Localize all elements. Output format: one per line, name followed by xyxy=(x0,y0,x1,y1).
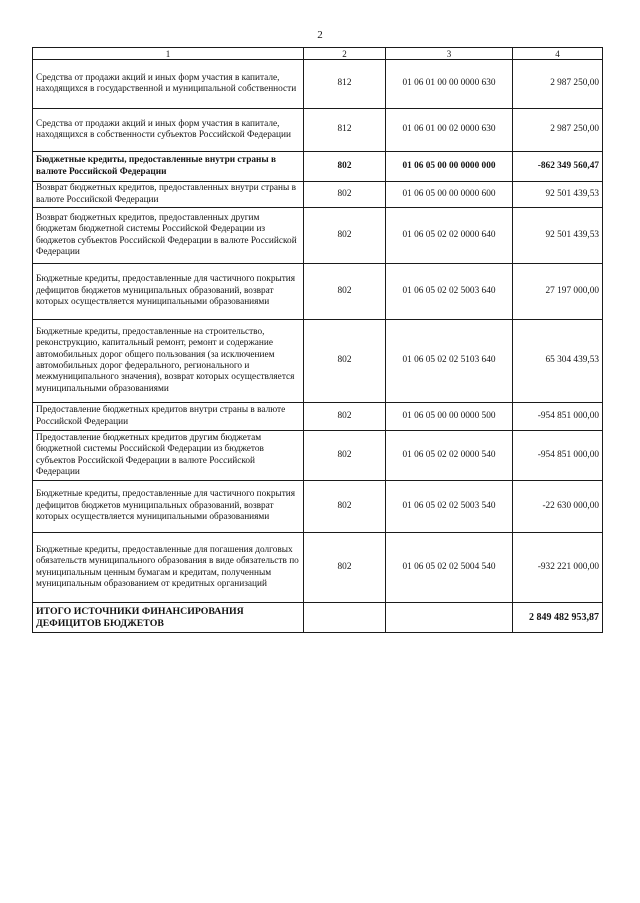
row-description: Средства от продажи акций и иных форм участия в капитале, находящихся в собственности субъектов Российской Федерации xyxy=(33,109,304,152)
row-amount: -22 630 000,00 xyxy=(513,481,603,533)
row-admin-code: 802 xyxy=(304,152,386,182)
row-admin-code: 802 xyxy=(304,182,386,208)
row-budget-code: 01 06 05 02 02 5003 540 xyxy=(386,481,513,533)
row-description: Бюджетные кредиты, предоставленные на строительство, реконструкцию, капитальный ремонт, ремонт и содержание автомобильных дорог общего пользования (за исключением автомобильных дорог федерального, регионального и межмуниципального значения), возврат которых осуществляется муниципальными образованиями xyxy=(33,320,304,403)
total-amount: 2 849 482 953,87 xyxy=(513,603,603,633)
row-budget-code: 01 06 05 02 02 5003 640 xyxy=(386,264,513,320)
row-budget-code: 01 06 05 02 02 0000 640 xyxy=(386,208,513,264)
table-row xyxy=(33,320,603,403)
row-amount: -862 349 560,47 xyxy=(513,152,603,182)
table-header-row xyxy=(33,48,603,60)
row-admin-code: 812 xyxy=(304,60,386,109)
row-admin-code: 802 xyxy=(304,403,386,431)
row-budget-code: 01 06 01 00 00 0000 630 xyxy=(386,60,513,109)
row-admin-code: 802 xyxy=(304,481,386,533)
header-col-3: 3 xyxy=(386,48,513,60)
total-label: ИТОГО ИСТОЧНИКИ ФИНАНСИРОВАНИЯ ДЕФИЦИТОВ БЮДЖЕТОВ xyxy=(33,603,304,633)
table-row xyxy=(33,533,603,603)
header-col-2: 2 xyxy=(304,48,386,60)
row-budget-code: 01 06 01 00 02 0000 630 xyxy=(386,109,513,152)
row-budget-code: 01 06 05 02 02 5103 640 xyxy=(386,320,513,403)
row-admin-code: 802 xyxy=(304,320,386,403)
table-row xyxy=(33,182,603,208)
row-admin-code: 802 xyxy=(304,264,386,320)
row-amount: 2 987 250,00 xyxy=(513,60,603,109)
table-row xyxy=(33,431,603,481)
table-row xyxy=(33,208,603,264)
row-budget-code: 01 06 05 00 00 0000 600 xyxy=(386,182,513,208)
table-row xyxy=(33,60,603,109)
total-empty-admin xyxy=(304,603,386,633)
row-description: Предоставление бюджетных кредитов внутри страны в валюте Российской Федерации xyxy=(33,403,304,431)
row-description: Предоставление бюджетных кредитов другим бюджетам бюджетной системы Российской Федерации из бюджетов субъектов Российской Федерации в валюте Российской Федерации xyxy=(33,431,304,481)
row-amount: 65 304 439,53 xyxy=(513,320,603,403)
table-row xyxy=(33,264,603,320)
row-amount: -954 851 000,00 xyxy=(513,431,603,481)
row-description: Средства от продажи акций и иных форм участия в капитале, находящихся в государственной и муниципальной собственности xyxy=(33,60,304,109)
row-description: Бюджетные кредиты, предоставленные для частичного покрытия дефицитов бюджетов муниципальных образований, возврат которых осуществляется муниципальными образованиями xyxy=(33,481,304,533)
table-row xyxy=(33,152,603,182)
row-amount: 92 501 439,53 xyxy=(513,208,603,264)
row-description: Бюджетные кредиты, предоставленные внутри страны в валюте Российской Федерации xyxy=(33,152,304,182)
table-row xyxy=(33,109,603,152)
row-description: Бюджетные кредиты, предоставленные для погашения долговых обязательств муниципального образования в виде обязательств по муниципальным ценным бумагам и кредитам, полученным муниципальным образованием от кредитных организаций xyxy=(33,533,304,603)
row-description: Бюджетные кредиты, предоставленные для частичного покрытия дефицитов бюджетов муниципальных образований, возврат которых осуществляется муниципальными образованиями xyxy=(33,264,304,320)
header-col-4: 4 xyxy=(513,48,603,60)
row-budget-code: 01 06 05 02 02 0000 540 xyxy=(386,431,513,481)
row-admin-code: 802 xyxy=(304,208,386,264)
row-budget-code: 01 06 05 02 02 5004 540 xyxy=(386,533,513,603)
row-description: Возврат бюджетных кредитов, предоставленных другим бюджетам бюджетной системы Российской Федерации из бюджетов субъектов Российской Федерации в валюте Российской Федерации xyxy=(33,208,304,264)
table-row xyxy=(33,481,603,533)
financing-sources-table xyxy=(32,47,603,633)
row-budget-code: 01 06 05 00 00 0000 500 xyxy=(386,403,513,431)
row-amount: 92 501 439,53 xyxy=(513,182,603,208)
header-col-1: 1 xyxy=(33,48,304,60)
row-amount: -932 221 000,00 xyxy=(513,533,603,603)
page-number: 2 xyxy=(317,29,323,41)
row-amount: 27 197 000,00 xyxy=(513,264,603,320)
row-description: Возврат бюджетных кредитов, предоставленных внутри страны в валюте Российской Федерации xyxy=(33,182,304,208)
total-row xyxy=(33,603,603,633)
row-budget-code: 01 06 05 00 00 0000 000 xyxy=(386,152,513,182)
row-admin-code: 812 xyxy=(304,109,386,152)
total-empty-code xyxy=(386,603,513,633)
row-amount: 2 987 250,00 xyxy=(513,109,603,152)
row-admin-code: 802 xyxy=(304,431,386,481)
row-amount: -954 851 000,00 xyxy=(513,403,603,431)
row-admin-code: 802 xyxy=(304,533,386,603)
table-row xyxy=(33,403,603,431)
